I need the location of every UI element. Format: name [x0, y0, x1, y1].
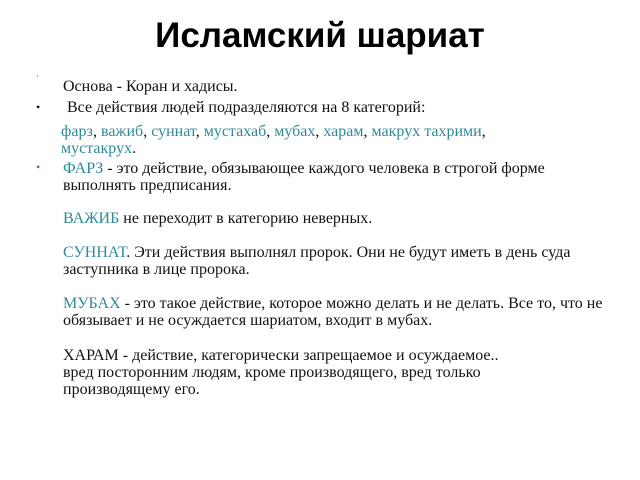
farz-text: - это действие, обязывающее каждого человека в строгой форме выполнять предписания.: [63, 160, 545, 194]
category-term: фарз: [61, 123, 93, 140]
category-separator: ,: [143, 123, 152, 140]
category-separator: ,: [363, 123, 372, 140]
haram-definition: [63, 347, 619, 398]
basis-text: Основа - Коран и хадисы.: [63, 78, 238, 95]
category-term: суннат: [151, 123, 196, 140]
bullet-marker: •: [36, 160, 41, 174]
mubah-text: - это такое действие, которое можно делать и не делать. Все то, что не обязывает и не осуждается шариатом, входит в мубах.: [63, 295, 603, 329]
category-term: мустакрух: [61, 140, 133, 157]
haram-line: производящему его.: [63, 381, 200, 398]
sunnat-term: СУННАТ: [63, 244, 127, 261]
category-term: мубах: [274, 123, 316, 140]
category-separator: ,: [195, 123, 204, 140]
categories-list: [61, 123, 617, 157]
category-separator: ,: [266, 123, 275, 140]
category-term: мустахаб: [203, 123, 267, 140]
category-separator: ,: [481, 123, 486, 140]
sunnat-text: . Эти действия выполнял пророк. Они не будут иметь в день суда заступника в лице пророка.: [63, 244, 571, 278]
category-separator: ,: [315, 123, 324, 140]
slide-title: Исламский шариат: [155, 16, 485, 55]
division-text: Все действия людей подразделяются на 8 категорий:: [67, 99, 426, 116]
category-term: важиб: [100, 123, 144, 140]
vazhib-text: не переходит в категорию неверных.: [119, 210, 373, 227]
farz-definition: [63, 160, 619, 194]
haram-line: вред посторонним людям, кроме производящего, вред только: [63, 364, 481, 381]
bullet-marker: ·: [36, 72, 39, 81]
category-term: макрух тахрими: [371, 123, 482, 140]
haram-line: ХАРАМ - действие, категорически запрещаемое и осуждаемое..: [63, 347, 499, 364]
category-term: харам: [323, 123, 364, 140]
mubah-term: МУБАХ: [63, 295, 121, 312]
mubah-definition: [63, 295, 619, 329]
category-separator: .: [132, 140, 137, 157]
vazhib-term: ВАЖИБ: [63, 210, 120, 227]
sunnat-definition: [63, 244, 619, 278]
bullet-marker: •: [36, 100, 41, 114]
farz-term: ФАРЗ: [63, 160, 104, 177]
category-separator: ,: [92, 123, 101, 140]
vazhib-definition: [63, 210, 619, 227]
